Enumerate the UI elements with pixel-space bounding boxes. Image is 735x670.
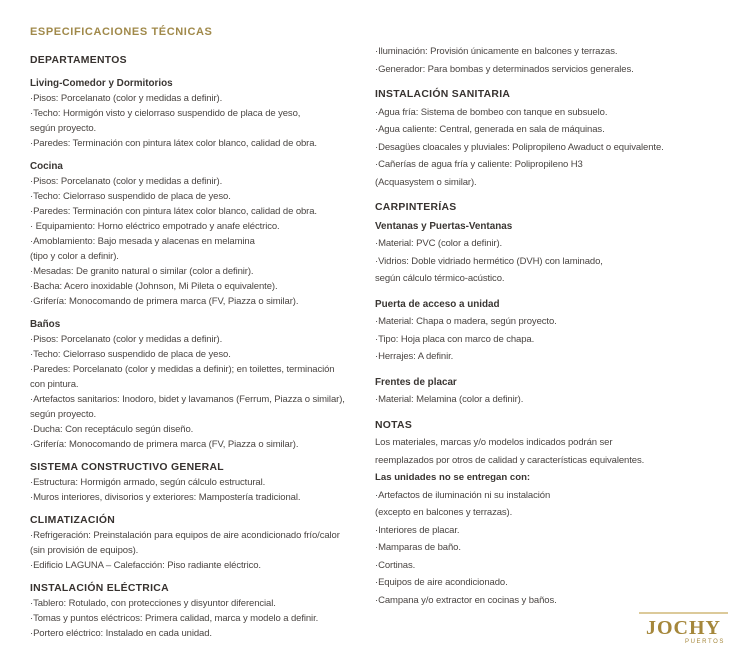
spec-line: ·Mesadas: De granito natural o similar (color a definir).	[30, 266, 254, 277]
spec-line: ·Refrigeración: Preinstalación para equipos de aire acondicionado frío/calor	[30, 530, 340, 541]
spec-line: ·Muros interiores, divisorios y exteriores: Mampostería tradicional.	[30, 492, 301, 503]
spec-line: ·Interiores de placar.	[375, 524, 460, 536]
section-heading: NOTAS	[375, 419, 413, 431]
spec-line: ·Techo: Hormigón visto y cielorraso suspendido de placa de yeso,	[30, 108, 301, 119]
group-heading: Baños	[30, 319, 61, 330]
spec-line: ·Estructura: Hormigón armado, según cálculo estructural.	[30, 477, 266, 488]
spec-line: ·Paredes: Terminación con pintura látex color blanco, calidad de obra.	[30, 138, 317, 149]
column-gap	[367, 43, 375, 641]
spec-line: ·Iluminación: Provisión únicamente en balcones y terrazas.	[375, 46, 618, 57]
spec-line: ·Paredes: Porcelanato (color y medidas a definir); en toilettes, terminación	[30, 364, 335, 375]
spec-line: ·Cortinas.	[375, 559, 416, 571]
spec-line: ·Equipos de aire acondicionado.	[375, 577, 508, 588]
section-heading: SISTEMA CONSTRUCTIVO GENERAL	[30, 462, 224, 473]
spec-line: ·Portero eléctrico: Instalado en cada unidad.	[30, 628, 212, 639]
spec-line: ·Pisos: Porcelanato (color y medidas a definir).	[30, 334, 223, 345]
spec-line: ·Cañerías de agua fría y caliente: Polipropileno H3	[375, 159, 583, 170]
spec-line: ·Pisos: Porcelanato (color y medidas a definir).	[30, 176, 223, 187]
brand-logo	[639, 612, 728, 646]
spec-line: ·Techo: Cielorraso suspendido de placa de yeso.	[30, 191, 231, 202]
spec-line: ·Tomas y puntos eléctricos: Primera calidad, marca y modelo a definir.	[30, 613, 319, 624]
gold-divider	[639, 612, 728, 614]
right-column	[375, 43, 713, 641]
bold-line: Las unidades no se entregan con:	[375, 472, 531, 483]
spec-line: ·Ducha: Con receptáculo según diseño.	[30, 424, 194, 435]
section-heading: DEPARTAMENTOS	[30, 55, 127, 66]
two-column-layout	[30, 43, 713, 641]
spec-line: (Acquasystem o similar).	[375, 176, 477, 188]
spec-line: ·Techo: Cielorraso suspendido de placa de yeso.	[30, 349, 231, 360]
spec-line: ·Herrajes: A definir.	[375, 351, 454, 362]
spec-line: (excepto en balcones y terrazas).	[375, 507, 513, 518]
spec-line: ·Artefactos de iluminación ni su instalación	[375, 489, 551, 501]
page-title: ESPECIFICACIONES TÉCNICAS	[30, 26, 213, 38]
section-heading: CARPINTERÍAS	[375, 202, 457, 213]
spec-line: ·Material: PVC (color a definir).	[375, 238, 503, 249]
spec-line: ·Bacha: Acero inoxidable (Johnson, Mi Pileta o equivalente).	[30, 281, 278, 292]
left-column	[30, 43, 367, 641]
spec-line: reemplazados por otros de calidad y características equivalentes.	[375, 454, 645, 466]
spec-line: Los materiales, marcas y/o modelos indicados podrán ser	[375, 437, 613, 448]
spec-line: ·Mamparas de baño.	[375, 542, 461, 553]
spec-line: ·Paredes: Terminación con pintura látex color blanco, calidad de obra.	[30, 206, 317, 217]
spec-line: según proyecto.	[30, 123, 97, 134]
group-heading: Cocina	[30, 161, 63, 172]
group-heading: Puerta de acceso a unidad	[375, 298, 500, 310]
spec-line: ·Agua caliente: Central, generada en sala de máquinas.	[375, 124, 605, 135]
spec-line: ·Campana y/o extractor en cocinas y baños.	[375, 594, 557, 606]
group-heading: Living-Comedor y Dormitorios	[30, 78, 173, 89]
section-heading: INSTALACIÓN SANITARIA	[375, 89, 511, 100]
spec-line: ·Amoblamiento: Bajo mesada y alacenas en melamina	[30, 236, 255, 247]
spec-line: ·Tablero: Rotulado, con protecciones y disyuntor diferencial.	[30, 598, 276, 609]
group-heading: Ventanas y Puertas-Ventanas	[375, 220, 513, 232]
spec-line: ·Edificio LAGUNA – Calefacción: Piso radiante eléctrico.	[30, 560, 261, 571]
section-heading: CLIMATIZACIÓN	[30, 515, 116, 526]
section-heading: INSTALACIÓN ELÉCTRICA	[30, 583, 169, 594]
spec-line: según proyecto.	[30, 409, 97, 420]
spec-line: · Equipamiento: Horno eléctrico empotrado y anafe eléctrico.	[30, 221, 280, 232]
spec-line: ·Desagües cloacales y pluviales: Polipropileno Awaduct o equivalente.	[375, 141, 664, 153]
spec-line: ·Vidrios: Doble vidriado hermético (DVH) con laminado,	[375, 255, 603, 267]
spec-line: ·Pisos: Porcelanato (color y medidas a definir).	[30, 93, 223, 104]
spec-line: (sin provisión de equipos).	[30, 545, 139, 556]
group-heading: Frentes de placar	[375, 376, 457, 388]
spec-line: (tipo y color a definir).	[30, 251, 119, 262]
spec-line: ·Tipo: Hoja placa con marco de chapa.	[375, 333, 535, 345]
brand-tagline: PUERTOS	[685, 639, 725, 645]
spec-line: ·Generador: Para bombas y determinados servicios generales.	[375, 63, 634, 75]
spec-line: ·Grifería: Monocomando de primera marca (FV, Piazza o similar).	[30, 296, 299, 307]
spec-line: con pintura.	[30, 379, 79, 390]
spec-line: ·Agua fría: Sistema de bombeo con tanque en subsuelo.	[375, 106, 608, 118]
brand-name: JOCHY	[646, 617, 721, 639]
spec-line: ·Material: Chapa o madera, según proyecto.	[375, 316, 557, 327]
spec-line: ·Material: Melamina (color a definir).	[375, 394, 524, 405]
spec-line: ·Artefactos sanitarios: Inodoro, bidet y lavamanos (Ferrum, Piazza o similar),	[30, 394, 345, 405]
spec-line: ·Grifería: Monocomando de primera marca (FV, Piazza o similar).	[30, 439, 299, 450]
spec-line: según cálculo térmico-acústico.	[375, 273, 505, 284]
